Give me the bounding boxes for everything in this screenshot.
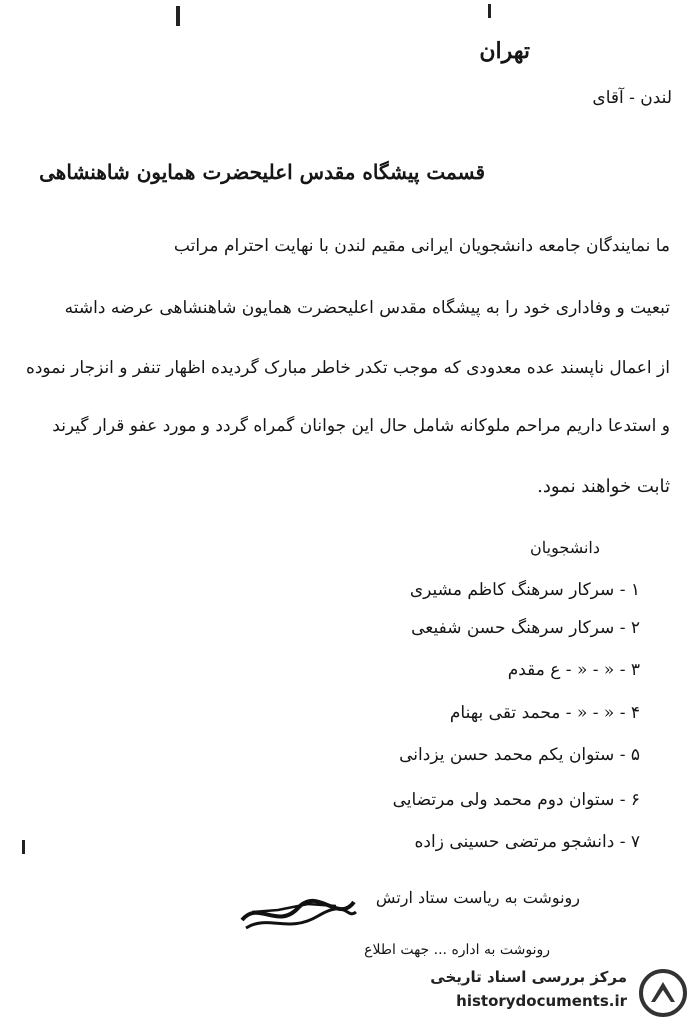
secondary-copy-line: رونوشت به اداره ... جهت اطلاع	[364, 942, 550, 958]
watermark-site: historydocuments.ir	[456, 992, 627, 1010]
letter-place: تهران	[479, 38, 530, 64]
letter-body-line: و استدعا داریم مراحم ملوکانه شامل حال این جوانان گمراه گردد و مورد عفو قرار گیرند	[52, 416, 670, 436]
letter-recipient: لندن - آقای	[592, 88, 672, 108]
signatories-heading: دانشجویان	[530, 538, 600, 557]
letter-body-line: ثابت خواهند نمود.	[537, 476, 670, 497]
scan-speck	[488, 4, 491, 18]
carbon-copy-line: رونوشت به ریاست ستاد ارتش	[375, 888, 580, 907]
scan-speck	[22, 840, 25, 854]
signatory-row: ۷ - دانشجو مرتضی حسینی زاده	[414, 832, 640, 852]
book-page-icon	[635, 968, 691, 1018]
signatory-row: ۴ - « - « - محمد تقی بهنام	[449, 703, 640, 723]
signatory-row: ۲ - سرکار سرهنگ حسن شفیعی	[411, 618, 640, 638]
signatory-row: ۱ - سرکار سرهنگ کاظم مشیری	[409, 580, 640, 600]
signature-scribble	[238, 890, 358, 936]
letter-body-line: تبعیت و وفاداری خود را به پیشگاه مقدس اعلیحضرت همایون شاهنشاهی عرضه داشته	[64, 298, 670, 318]
watermark-name: مرکز بررسی اسناد تاریخی	[430, 968, 627, 986]
letter-salutation: قسمت پیشگاه مقدس اعلیحضرت همایون شاهنشاهی	[39, 160, 485, 184]
signatory-row: ۳ - « - « - ع مقدم	[507, 660, 640, 680]
signatory-row: ۶ - ستوان دوم محمد ولی مرتضایی	[392, 790, 640, 810]
archive-watermark	[415, 966, 695, 1020]
letter-body-line: ما نمایندگان جامعه دانشجویان ایرانی مقیم لندن با نهایت احترام مراتب	[173, 236, 670, 256]
letter-body-line: از اعمال ناپسند عده معدودی که موجب تکدر خاطر مبارک گردیده اظهار تنفر و انزجار نموده	[25, 358, 670, 378]
scan-speck	[176, 6, 180, 26]
signatory-row: ۵ - ستوان یکم محمد حسن یزدانی	[399, 745, 640, 765]
